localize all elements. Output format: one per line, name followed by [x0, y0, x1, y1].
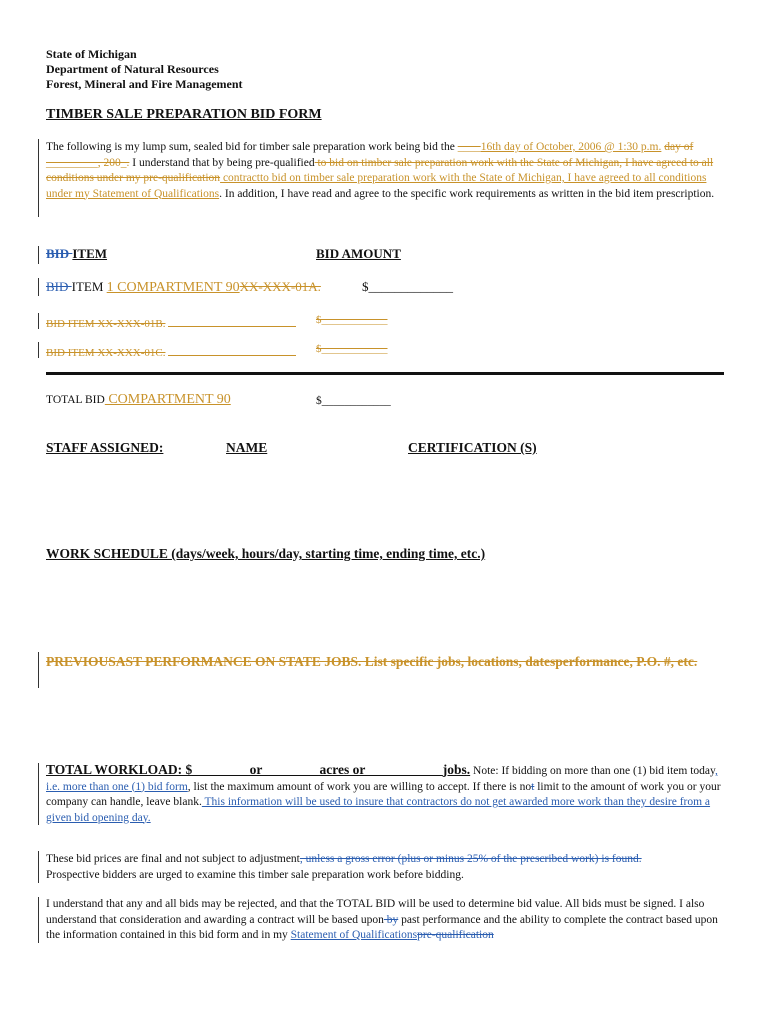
change-bar [38, 342, 39, 358]
bid-row-1-deleted-code: XX-XXX-01A. [239, 279, 321, 294]
workload-note-1: Note: If bidding on more than one (1) bid item today [470, 765, 716, 777]
bid-row-3-fill [168, 343, 296, 356]
intro-text-2: I understand that by being pre-qualified [129, 156, 315, 169]
bid-row-2 [46, 314, 314, 330]
change-bar [38, 763, 39, 825]
change-bar [38, 897, 39, 943]
change-bar [38, 139, 39, 217]
header-line-division: Forest, Mineral and Fire Management [46, 77, 243, 91]
previous-performance [46, 653, 726, 671]
final-prices-deleted: , unless a gross error (plus or minus 25% of the prescribed work) is found. [299, 853, 642, 865]
workload-inserted-1: , i.e. more than one (1) bid form [46, 765, 718, 793]
change-bar [38, 851, 39, 883]
bid-row-3-amount: $____________ [316, 343, 388, 355]
bid-row-2-label: BID ITEM XX-XXX-01B. [46, 318, 166, 330]
understanding-inserted: Statement of Qualifications [290, 929, 418, 941]
change-bar [38, 278, 39, 296]
bid-header-deleted: BID [46, 246, 73, 261]
staff-cert-label: CERTIFICATION (S) [408, 440, 537, 455]
bid-header-amount: BID AMOUNT [316, 246, 401, 261]
workload-inserted-2: This information will be used to insure that contractors do not get awarded more work than they desire from a given bid opening day. [46, 796, 711, 824]
intro-paragraph [46, 140, 726, 202]
staff-name-text: NAME [226, 440, 268, 455]
understanding-text-2: past performance and the ability to complete the contract based upon the information contained in this bid form and in my [46, 913, 718, 941]
form-title: TIMBER SALE PREPARATION BID FORM [46, 107, 322, 122]
intro-inserted-clause: contractto bid on timber sale preparation work with the State of Michigan, I have agreed to all conditions under my Statement of Qualifications [46, 172, 707, 200]
workload-deleted-1: t [531, 780, 535, 793]
header-line-state: State of Michigan [46, 47, 137, 61]
understanding-text: I understand that any and all bids may be rejected, and that the TOTAL BID will be used to determine bid value. All bids must be signed. I also understand that consideration and awarding a contract will be based upon [46, 898, 705, 926]
change-bar [38, 652, 39, 688]
header-line-department: Department of Natural Resources [46, 62, 219, 76]
intro-deleted-clause: to bid on timber sale preparation work with the State of Michigan, I have agreed to all conditions under my pre-qualification [46, 156, 714, 184]
staff-name-label [226, 440, 403, 456]
workload-note-3: limit to the amount of work you or your company can handle, leave blank. [46, 780, 721, 808]
bid-row-2-fill [168, 314, 296, 327]
understanding-paragraph [46, 897, 726, 944]
horizontal-rule [46, 372, 724, 375]
change-bar [38, 313, 39, 329]
final-prices-paragraph [46, 852, 726, 883]
understanding-deleted: by [383, 913, 399, 926]
bid-row-3-label: BID ITEM XX-XXX-01C. [46, 347, 166, 359]
bid-table-header [46, 246, 270, 262]
bid-row-1-amount[interactable]: $_____________ [362, 279, 453, 294]
change-bar [38, 246, 39, 264]
final-prices-text-2: Prospective bidders are urged to examine this timber sale preparation work before bidding. [46, 868, 464, 881]
intro-inserted-date: 16th day of October, 2006 @ 1:30 p.m. [480, 141, 662, 153]
bid-row-1-item: ITEM [71, 279, 107, 294]
total-bid [46, 392, 231, 408]
bid-row-3 [46, 343, 314, 359]
agency-header [46, 47, 243, 92]
total-bid-label: TOTAL BID [46, 394, 105, 406]
bid-row-1-deleted: BID [46, 279, 72, 294]
intro-deleted-dash: ____ [457, 141, 481, 153]
bid-row-1 [46, 279, 321, 296]
previous-performance-text: PREVIOUSAST PERFORMANCE ON STATE JOBS. List specific jobs, locations, datesperformance, P.O. #, etc. [46, 654, 698, 669]
total-bid-amount[interactable]: $____________ [316, 395, 391, 407]
bid-row-2-amount: $____________ [316, 314, 388, 326]
workload-label: TOTAL WORKLOAD: $________ or ________acres or ___________jobs. [46, 762, 471, 777]
work-schedule-label: WORK SCHEDULE (days/week, hours/day, starting time, ending time, etc.) [46, 546, 486, 561]
intro-text-3: . In addition, I have read and agree to the specific work requirements as written in the bid item prescription. [219, 187, 715, 200]
staff-assigned-label: STAFF ASSIGNED: [46, 440, 164, 455]
intro-text-1: The following is my lump sum, sealed bid for timber sale preparation work being bid the [46, 141, 458, 153]
total-bid-inserted: COMPARTMENT 90 [104, 392, 231, 407]
understanding-deleted-2: pre-qualification [417, 929, 494, 941]
workload-note-2: , list the maximum amount of work you are willing to accept. If there is no [187, 780, 532, 793]
final-prices-text: These bid prices are final and not subject to adjustment [46, 853, 300, 865]
total-workload [46, 762, 730, 826]
bid-header-item: ITEM [72, 246, 108, 261]
bid-row-1-inserted: 1 COMPARTMENT 90 [106, 280, 240, 295]
intro-deleted-day: day of _________, 200_. [46, 141, 694, 169]
